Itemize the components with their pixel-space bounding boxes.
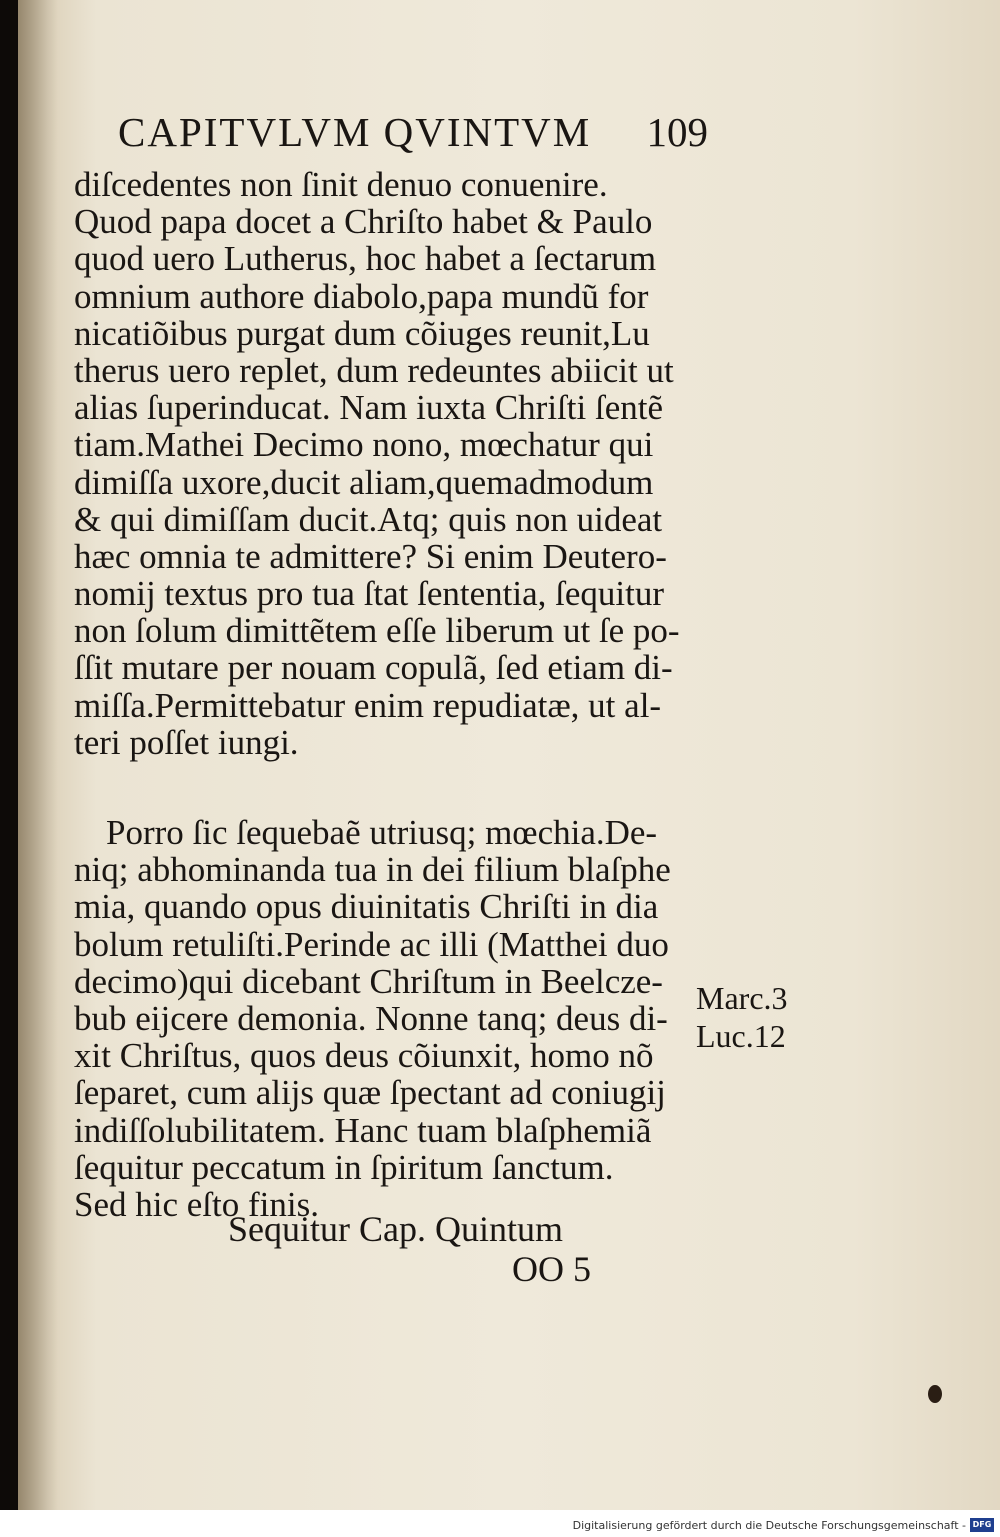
text-line: bub eijcere demonia. Nonne tanq; deus di- bbox=[74, 998, 668, 1038]
text-line: decimo)qui dicebant Chriſtum in Beelcze- bbox=[74, 961, 663, 1001]
text-line: mia, quando opus diuinitatis Chriſti in dia bbox=[74, 887, 659, 927]
text-line: alias ſuperinducat. Nam iuxta Chriſti ſentẽ bbox=[74, 388, 664, 428]
text-line: quod uero Lutherus, hoc habet a ſectarum bbox=[74, 239, 657, 279]
text-line: ſequitur peccatum in ſpiritum ſanctum. bbox=[74, 1147, 614, 1187]
ink-speck bbox=[928, 1385, 942, 1403]
text-line: bolum retuliſti.Perinde ac illi (Matthei duo bbox=[74, 924, 669, 964]
dfg-logo: DFG bbox=[970, 1518, 994, 1532]
paragraph-gap bbox=[74, 761, 714, 814]
page-number: 109 bbox=[646, 109, 708, 155]
text-line: therus uero replet, dum redeuntes abiicit ut bbox=[74, 350, 674, 390]
text-line: Quod papa docet a Chriſto habet & Paulo bbox=[74, 202, 653, 242]
body-text bbox=[74, 166, 714, 1223]
text-line: indiſſolubilitatem. Hanc tuam blaſphemiã bbox=[74, 1110, 652, 1150]
chapter-end-title: Sequitur Cap. Quintum bbox=[228, 1209, 563, 1249]
text-line: dimiſſa uxore,ducit aliam,quemadmodum bbox=[74, 462, 654, 502]
text-line: ſſit mutare per nouam copulã, ſed etiam di- bbox=[74, 648, 673, 688]
text-line: nomij textus pro tua ſtat ſententia, ſequitur bbox=[74, 574, 665, 614]
text-line: niq; abhominanda tua in dei filium blaſphe bbox=[74, 850, 671, 890]
text-line: diſcedentes non ſinit denuo conuenire. bbox=[74, 165, 608, 204]
text-line: tiam.Mathei Decimo nono, mœchatur qui bbox=[74, 425, 654, 465]
running-head bbox=[118, 108, 708, 158]
text-line: Porro ſic ſequebaẽ utriusq; mœchia.De- bbox=[106, 813, 658, 852]
text-line: omnium authore diabolo,papa mundũ for bbox=[74, 276, 649, 316]
gutter-shadow bbox=[18, 0, 58, 1510]
text-line: xit Chriſtus, quos deus cõiunxit, homo nõ bbox=[74, 1036, 654, 1076]
text-line: non ſolum dimittẽtem eſſe liberum ut ſe po- bbox=[74, 611, 680, 651]
text-line: Sed hic eſto finis. bbox=[74, 1184, 319, 1224]
text-line: hæc omnia te admittere? Si enim Deutero- bbox=[74, 536, 667, 576]
text-line: teri poſſet iungi. bbox=[74, 722, 299, 762]
text-line: nicatiõibus purgat dum cõiuges reunit,Lu bbox=[74, 313, 650, 353]
text-line: miſſa.Permittebatur enim repudiatæ, ut al- bbox=[74, 685, 662, 725]
text-line: & qui dimiſſam ducit.Atq; quis non uideat bbox=[74, 499, 663, 539]
running-head-title: CAPITVLVM QVINTVM bbox=[118, 109, 592, 155]
margin-note-marc: Marc.3 bbox=[696, 980, 788, 1016]
margin-note-luc: Luc.12 bbox=[696, 1018, 786, 1054]
digitization-credit: Digitalisierung gefördert durch die Deutsche Forschungsgemeinschaft - bbox=[572, 1519, 966, 1532]
signature-mark: OO 5 bbox=[512, 1249, 591, 1289]
text-line: ſeparet, cum alijs quæ ſpectant ad coniugij bbox=[74, 1073, 666, 1113]
